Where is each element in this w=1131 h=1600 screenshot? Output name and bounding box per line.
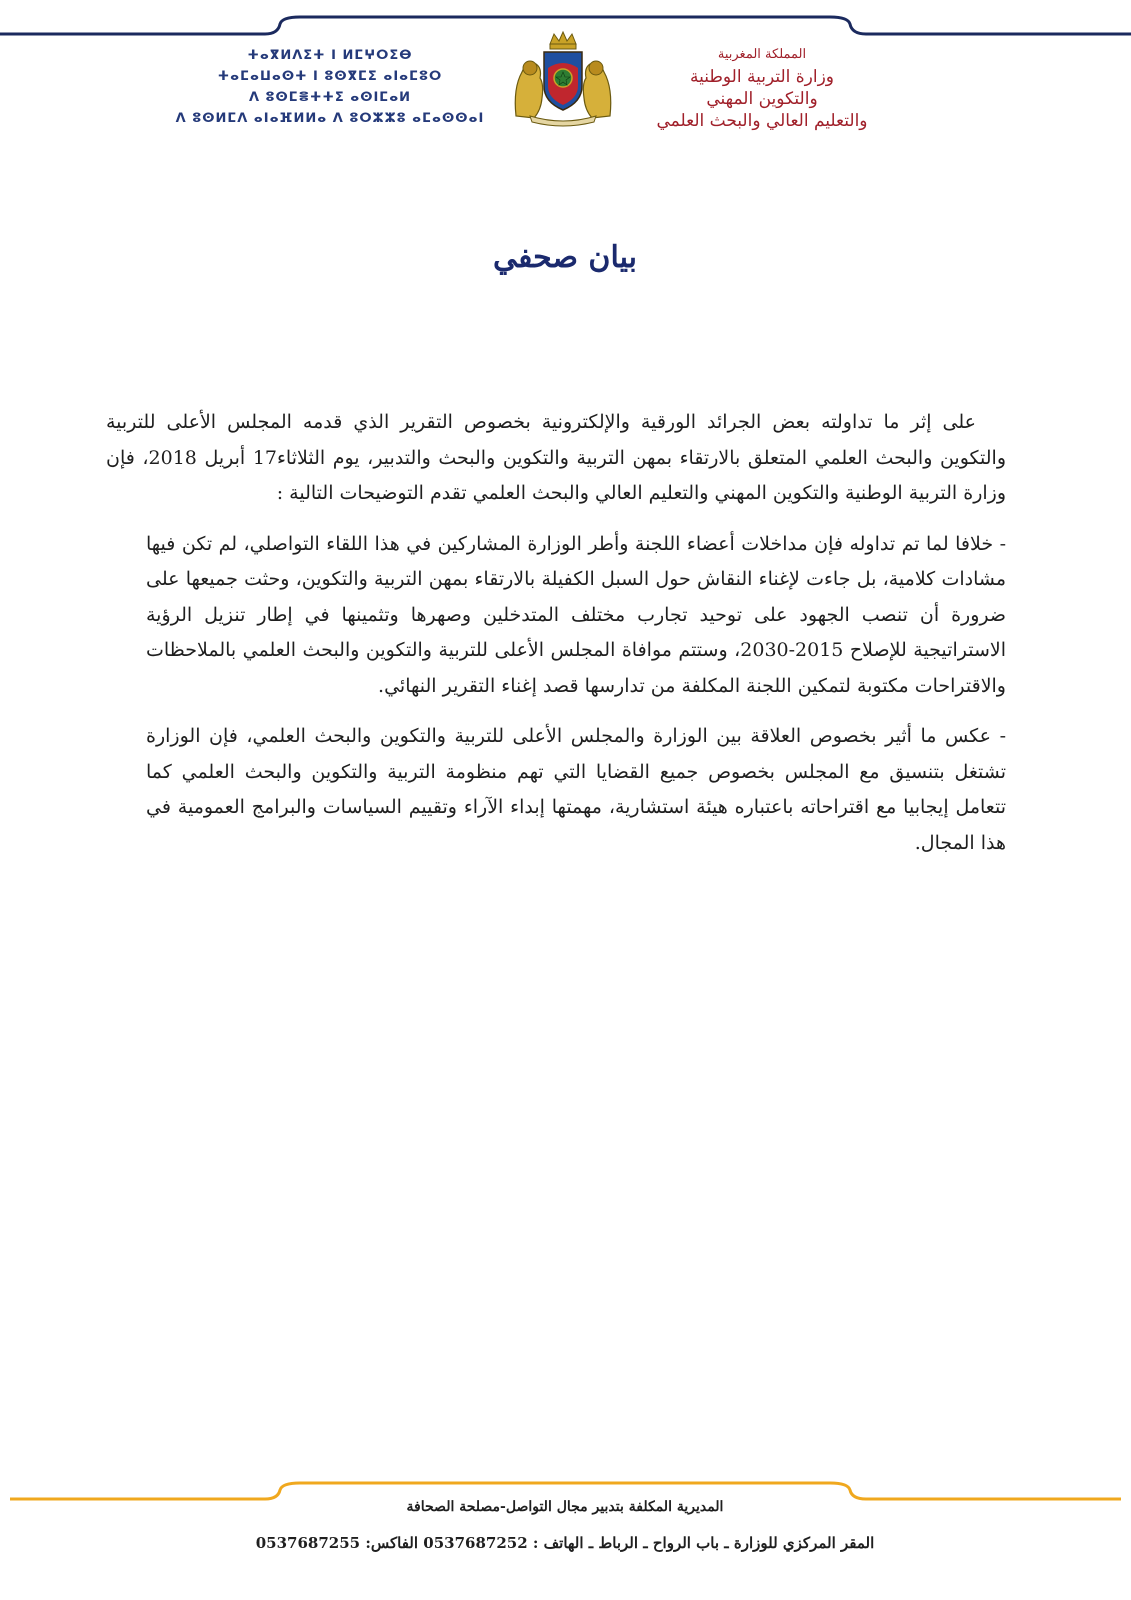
header-arabic-line-1: المملكة المغربية bbox=[717, 47, 807, 62]
header-amazigh-line-1: ⵜⴰⴳⵍⴷⵉⵜ ⵏ ⵍⵎⵖⵔⵉⴱ bbox=[247, 48, 413, 63]
header-amazigh-line-4: ⴷ ⵓⵙⵍⵎⴷ ⴰⵏⴰⴼⵍⵍⴰ ⴷ ⵓⵔⵣⵣⵓ ⴰⵎⴰⵙⵙⴰⵏ bbox=[175, 111, 485, 126]
footer-contact-line: المقر المركزي للوزارة ـ باب الرواح ـ الرباط ـ الهاتف : 0537687252 الفاكس: 0537687255 bbox=[255, 1534, 875, 1552]
clarification-paragraph-1: - خلافا لما تم تداوله فإن مداخلات أعضاء اللجنة وأطر الوزارة المشاركين في هذا اللقاء التواصلي، لم تكن فيها مشادات كلامية، بل جاءت لإغناء النقاش حول السبل الكفيلة بالارتقاء بمهن التربية والتكوين، وحثت جميعها على ضرورة أن تنصب الجهود على توحيد تجارب مختلف المتدخلين وصهرها وتثمينها في إطار تنزيل الرؤية الاستراتيجية للإصلاح 2015-2030، وستتم موافاة المجلس الأعلى للتربية والتكوين والبحث العلمي بالملاحظات والاقتراحات مكتوبة لتمكين اللجنة المكلفة من تدارسها قصد إغناء التقرير النهائي. bbox=[146, 532, 1006, 697]
header-arabic-line-3: والتكوين المهني bbox=[706, 89, 818, 109]
header-amazigh-line-2: ⵜⴰⵎⴰⵡⴰⵙⵜ ⵏ ⵓⵙⴳⵎⵉ ⴰⵏⴰⵎⵓⵔ bbox=[217, 69, 443, 84]
header-amazigh-line-3: ⴷ ⵓⵙⵎⴻⵜⵜⵉ ⴰⵙⵏⵎⴰⵍ bbox=[248, 90, 412, 105]
intro-paragraph: على إثر ما تداولته بعض الجرائد الورقية والإلكترونية بخصوص التقرير الذي قدمه المجلس الأعلى للتربية والتكوين والبحث العلمي المتعلق بالارتقاء بمهن التربية والتكوين والبحث والتدبير، يوم الثلاثاء17 أبريل 2018، فإن وزارة التربية الوطنية والتكوين المهني والتعليم العالي والبحث العلمي تقدم التوضيحات التالية : bbox=[106, 411, 1007, 504]
header-arabic-line-2: وزارة التربية الوطنية bbox=[689, 67, 835, 87]
document-title: بيان صحفي bbox=[492, 240, 638, 275]
header-arabic-block bbox=[612, 44, 912, 132]
press-release-body bbox=[106, 405, 1006, 876]
header-amazigh-block bbox=[150, 45, 510, 129]
footer-department-line: المديرية المكلفة بتدبير مجال التواصل-مصلحة الصحافة bbox=[406, 1499, 724, 1515]
header-arabic-line-4: والتعليم العالي والبحث العلمي bbox=[656, 111, 868, 131]
footer-block bbox=[150, 1492, 980, 1560]
moroccan-coat-of-arms-icon bbox=[508, 28, 618, 128]
clarification-paragraph-2: - عكس ما أثير بخصوص العلاقة بين الوزارة والمجلس الأعلى للتربية والتكوين والبحث العلمي، فإن الوزارة تشتغل بتنسيق مع المجلس بخصوص جميع القضايا التي تهم منظومة التربية والتكوين والبحث العلمي كما تتعامل إيجابيا مع اقتراحاته باعتباره هيئة استشارية، مهمتها إبداء الآراء وتقييم السياسات والبرامج العمومية في هذا المجال. bbox=[146, 725, 1006, 854]
